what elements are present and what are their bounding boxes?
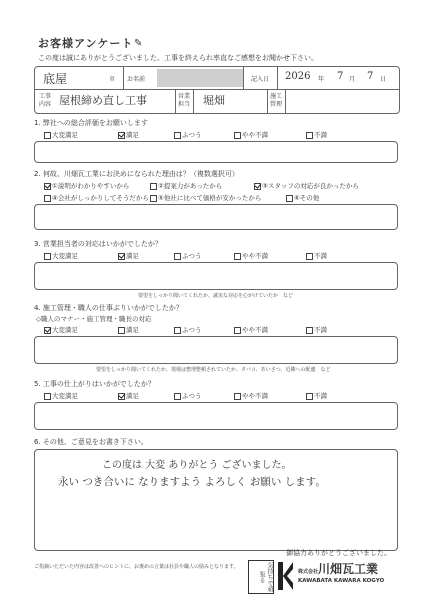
option-label: ふつう	[182, 392, 202, 400]
city-label: 市	[109, 76, 116, 83]
divider	[193, 89, 194, 113]
q1-option-very-satisfied[interactable]	[44, 130, 78, 139]
option-label: ③スタッフの対応が良かったから	[262, 182, 359, 190]
q6-handwritten-line-1: この度は 大変 ありがとう ございました。	[102, 460, 292, 471]
q5-question: 5. 工事の仕上がりはいかがでしたか？	[34, 380, 155, 388]
manager-label-2: 管理	[270, 101, 283, 108]
q3-option-dissatisfied[interactable]	[306, 251, 327, 260]
checkbox[interactable]	[234, 327, 241, 334]
sales-label: 営業	[178, 93, 191, 100]
checkbox-checked[interactable]	[44, 327, 51, 334]
checkbox[interactable]	[306, 327, 313, 334]
q2-reason-3[interactable]	[254, 181, 359, 190]
closing-text: 御協力ありがとうございました。	[286, 549, 391, 557]
footer-note: ご指摘いただいた内容は改善へのヒントに、お褒めの言葉は社員や職人の励みとなります。	[34, 564, 239, 570]
month-label: 月	[349, 76, 356, 83]
checkbox[interactable]	[306, 253, 313, 260]
q5-option-normal[interactable]	[174, 391, 202, 400]
option-label: 大変満足	[52, 131, 78, 139]
divider	[243, 67, 244, 89]
month-value: 7	[337, 71, 344, 82]
checkbox-checked[interactable]	[44, 183, 51, 190]
q3-option-somewhat-dissatisfied[interactable]	[234, 251, 268, 260]
name-label: お名前	[127, 76, 146, 83]
q4-option-somewhat-dissatisfied[interactable]	[234, 325, 268, 334]
q2-reason-6[interactable]	[286, 193, 319, 202]
q2-reason-5[interactable]	[150, 193, 261, 202]
checkbox[interactable]	[150, 183, 157, 190]
q1-option-dissatisfied[interactable]	[306, 130, 327, 139]
checkbox[interactable]	[234, 393, 241, 400]
day-value: 7	[367, 71, 374, 82]
q6-handwritten-line-2: 永い つき合いに なりますよう よろしく お願い します。	[58, 476, 326, 488]
q2-reason-2[interactable]	[150, 181, 222, 190]
checkbox[interactable]	[286, 195, 293, 202]
survey-title: お客様アンケート	[38, 37, 134, 50]
sales-label-2: 担当	[178, 101, 191, 108]
divider	[267, 89, 268, 113]
q2-reason-1[interactable]	[44, 181, 129, 190]
year-label: 年	[318, 76, 325, 83]
q4-option-satisfied[interactable]	[118, 325, 139, 334]
brand-prefix: 株式会社	[298, 569, 319, 575]
checkbox-checked[interactable]	[118, 132, 125, 139]
option-label: 不満	[314, 131, 327, 139]
option-label: やや不満	[242, 392, 268, 400]
q1-option-somewhat-dissatisfied[interactable]	[234, 130, 268, 139]
checkbox-checked[interactable]	[254, 183, 261, 190]
checkbox[interactable]	[234, 132, 241, 139]
city-value: 底屋	[43, 72, 68, 86]
date-label: 記入日	[251, 76, 270, 83]
q3-option-satisfied[interactable]	[118, 251, 139, 260]
checkbox[interactable]	[306, 132, 313, 139]
checkbox[interactable]	[118, 327, 125, 334]
q3-option-very-satisfied[interactable]	[44, 251, 78, 260]
option-label: 満足	[126, 326, 139, 334]
q4-note: 要望をしっかり聞いてくれたか、現場は整理整頓されていたか、タバコ、あいさつ、近隣への配慮 など	[96, 367, 331, 373]
q2-comment-box[interactable]	[34, 204, 398, 230]
option-label: ②提案力があったから	[158, 182, 223, 190]
divider	[35, 89, 399, 90]
day-label: 日	[380, 76, 387, 83]
divider	[123, 67, 124, 89]
q5-option-satisfied[interactable]	[118, 391, 139, 400]
brand-subtitle: KAWABATA KAWARA KOGYO	[298, 578, 385, 584]
stamp-logo: 気持ちで頑張る	[248, 560, 274, 594]
q4-question: 4. 施工管理・職人の仕事ぶりいかがでしたか？	[34, 304, 183, 312]
checkbox[interactable]	[174, 327, 181, 334]
divider	[277, 67, 278, 89]
q6-question: 6. その他、ご意見をお書き下さい。	[34, 438, 148, 446]
thanks-text: この度は誠にありがとうございました。工事を終えられ率直なご感想をお聞かせ下さい。	[38, 54, 318, 62]
q2-question: 2. 何故、川畑瓦工業にお決めになられた理由は？（複数選択可）	[34, 170, 239, 178]
checkbox[interactable]	[44, 195, 51, 202]
info-table	[34, 66, 400, 114]
q1-question: 1. 弊社への総合評価をお願いします	[34, 119, 148, 127]
checkbox[interactable]	[150, 195, 157, 202]
checkbox[interactable]	[44, 132, 51, 139]
checkbox[interactable]	[44, 253, 51, 260]
option-label: やや不満	[242, 252, 268, 260]
q3-option-normal[interactable]	[174, 251, 202, 260]
checkbox[interactable]	[234, 253, 241, 260]
work-value: 屋根締め直し工事	[59, 94, 147, 107]
option-label: 満足	[126, 131, 139, 139]
option-label: 不満	[314, 252, 327, 260]
q2-reason-4[interactable]	[44, 193, 149, 202]
checkbox[interactable]	[306, 393, 313, 400]
option-label: ⑥その他	[294, 194, 320, 202]
option-label: 満足	[126, 392, 139, 400]
option-label: ④会社がしっかりしてそうだから	[52, 194, 149, 202]
q4-comment-box[interactable]	[34, 336, 398, 364]
checkbox[interactable]	[174, 253, 181, 260]
q4-option-dissatisfied[interactable]	[306, 325, 327, 334]
divider	[285, 89, 286, 113]
brand-k-logo-icon	[278, 560, 294, 592]
q3-comment-box[interactable]	[34, 262, 398, 290]
q1-comment-box[interactable]	[34, 141, 398, 163]
redacted-name	[157, 69, 243, 87]
q5-option-somewhat-dissatisfied[interactable]	[234, 391, 268, 400]
checkbox-checked[interactable]	[118, 253, 125, 260]
q5-option-dissatisfied[interactable]	[306, 391, 327, 400]
option-label: やや不満	[242, 131, 268, 139]
q3-question: 3. 営業担当者の対応はいかがでしたか？	[34, 240, 162, 248]
checkbox[interactable]	[174, 393, 181, 400]
checkbox[interactable]	[44, 393, 51, 400]
option-label: やや不満	[242, 326, 268, 334]
option-label: ふつう	[182, 252, 202, 260]
pencil-icon: ✎	[134, 38, 143, 49]
work-label: 工事	[39, 93, 52, 100]
checkbox-checked[interactable]	[118, 393, 125, 400]
q3-note: 要望をしっかり聞いてくれたか、誠実な対応を心がけていたか など	[138, 293, 294, 299]
option-label: 大変満足	[52, 252, 78, 260]
option-label: 満足	[126, 252, 139, 260]
manager-label: 施工	[270, 93, 283, 100]
q4-subheading: ◇職人のマナー・施工管理・職長の対応	[36, 315, 152, 323]
q1-option-normal[interactable]	[174, 130, 202, 139]
q4-option-normal[interactable]	[174, 325, 202, 334]
checkbox[interactable]	[174, 132, 181, 139]
q1-option-satisfied[interactable]	[118, 130, 139, 139]
option-label: 不満	[314, 392, 327, 400]
brand-name-text: 川畑瓦工業	[318, 562, 379, 576]
option-label: 不満	[314, 326, 327, 334]
divider	[175, 89, 176, 113]
option-label: ふつう	[182, 131, 202, 139]
brand-name	[298, 560, 378, 577]
work-label-2: 内容	[39, 101, 52, 108]
q5-comment-box[interactable]	[34, 402, 398, 430]
option-label: 大変満足	[52, 326, 78, 334]
option-label: ⑤他社に比べて価格が安かったから	[158, 194, 262, 202]
option-label: ①説明がわかりやすいから	[52, 182, 130, 190]
option-label: ふつう	[182, 326, 202, 334]
option-label: 大変満足	[52, 392, 78, 400]
year-value: 2026	[285, 71, 311, 82]
sales-value: 堀畑	[203, 94, 225, 107]
q5-option-very-satisfied[interactable]	[44, 391, 78, 400]
q4-option-very-satisfied[interactable]	[44, 325, 78, 334]
